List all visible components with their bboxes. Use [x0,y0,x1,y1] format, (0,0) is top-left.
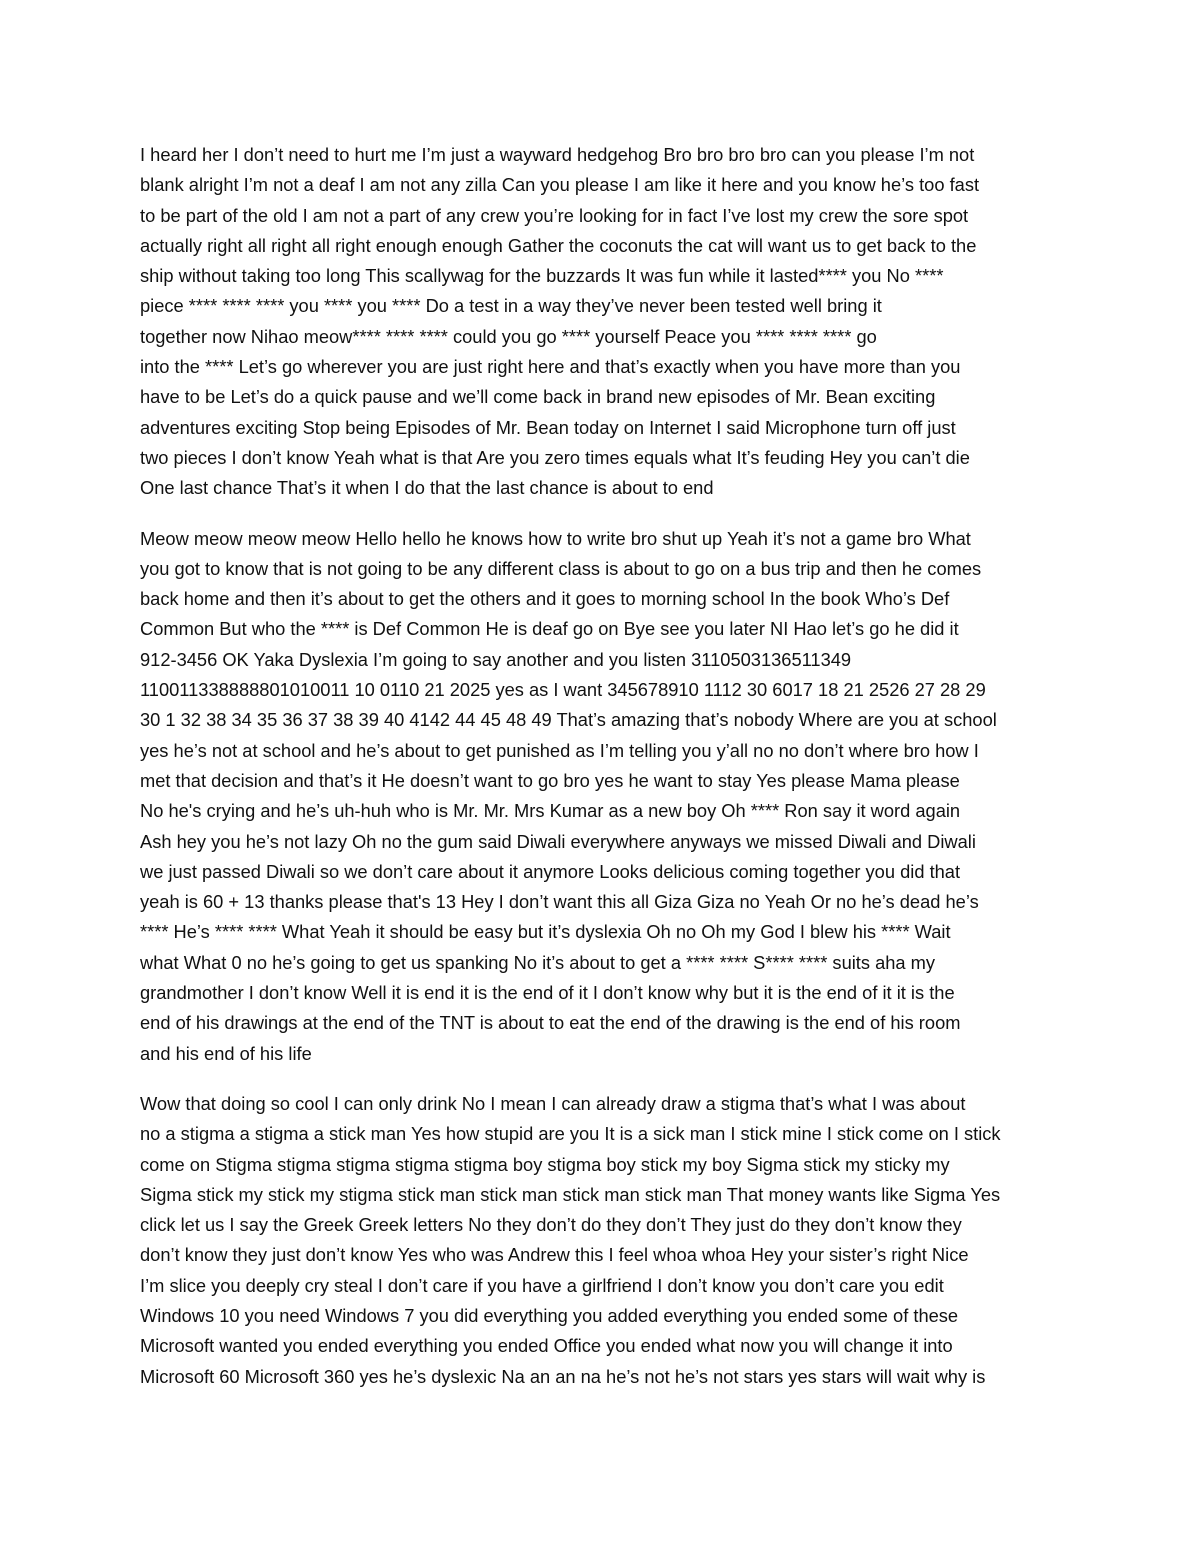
text-line: No he's crying and he’s uh-huh who is Mr. Mr. Mrs Kumar as a new boy Oh **** Ron say it word again [140,800,961,822]
text-line: yes he’s not at school and he’s about to get punished as I’m telling you y’all no no don’t where bro how I [140,739,979,761]
text-line: 30 1 32 38 34 35 36 37 38 39 40 4142 44 45 48 49 That’s amazing that’s nobody Where are you at school [140,709,997,731]
paragraph [140,140,1060,504]
text-line: don’t know they just don’t know Yes who was Andrew this I feel whoa whoa Hey your sister’s right Nice [140,1244,969,1266]
text-line: ship without taking too long This scallywag for the buzzards It was fun while it lasted**** you No **** [140,265,944,287]
text-line: together now Nihao meow**** **** **** could you go **** yourself Peace you **** **** **** go [140,325,877,347]
text-line: have to be Let’s do a quick pause and we’ll come back in brand new episodes of Mr. Bean exciting [140,386,936,408]
text-line: Microsoft 60 Microsoft 360 yes he’s dyslexic Na an an na he’s not he’s not stars yes stars will wait why is [140,1365,986,1387]
text-line: 912-3456 OK Yaka Dyslexia I’m going to say another and you listen 3110503136511349 [140,648,852,670]
text-line: yeah is 60 + 13 thanks please that's 13 Hey I don’t want this all Giza Giza no Yeah Or no he’s dead he’s [140,891,979,913]
text-line: met that decision and that’s it He doesn’t want to go bro yes he want to stay Yes please Mama please [140,769,960,791]
text-line: you got to know that is not going to be any different class is about to go on a bus trip and then he comes [140,557,982,579]
text-line: into the **** Let’s go wherever you are just right here and that’s exactly when you have more than you [140,356,961,378]
text-line: Meow meow meow meow Hello hello he knows how to write bro shut up Yeah it’s not a game bro What [140,527,971,549]
text-line: no a stigma a stigma a stick man Yes how stupid are you It is a sick man I stick mine I stick come on I stick [140,1123,1001,1145]
text-line: what What 0 no he’s going to get us spanking No it’s about to get a **** **** S**** **** suits aha my [140,951,936,973]
text-line: come on Stigma stigma stigma stigma stigma boy stigma boy stick my boy Sigma stick my sticky my [140,1153,950,1175]
paragraph [140,1089,1060,1392]
text-line: I heard her I don’t need to hurt me I’m just a wayward hedgehog Bro bro bro bro can you please I’m not [140,144,975,165]
text-line: adventures exciting Stop being Episodes of Mr. Bean today on Internet I said Microphone turn off just [140,416,956,438]
text-line: back home and then it’s about to get the others and it goes to morning school In the book Who’s Def [140,588,950,610]
text-line: **** He’s **** **** What Yeah it should be easy but it’s dyslexia Oh no Oh my God I blew his **** Wait [140,921,951,943]
document-body [140,140,1060,1412]
text-line: One last chance That’s it when I do that the last chance is about to end [140,477,714,499]
text-line: Ash hey you he’s not lazy Oh no the gum said Diwali everywhere anyways we missed Diwali and Diwali [140,830,976,852]
text-line: 110011338888801010011 10 0110 21 2025 yes as I want 345678910 1112 30 6017 18 21 2526 27 28 29 [140,679,986,701]
text-line: Common But who the **** is Def Common He is deaf go on Bye see you later NI Hao let’s go he did it [140,618,959,640]
text-line: click let us I say the Greek Greek letters No they don’t do they don’t They just do they don’t know they [140,1214,962,1236]
text-line: and his end of his life [140,1042,312,1064]
text-line: two pieces I don’t know Yeah what is that Are you zero times equals what It’s feuding Hey you can’t die [140,446,970,468]
text-line: Microsoft wanted you ended everything you ended Office you ended what now you will change it into [140,1335,953,1357]
paragraph [140,524,1060,1069]
text-line: Sigma stick my stick my stigma stick man stick man stick man stick man That money wants like Sigma Yes [140,1183,1001,1205]
text-line: piece **** **** **** you **** you **** Do a test in a way they’ve never been tested well bring it [140,295,882,317]
text-line: blank alright I’m not a deaf I am not any zilla Can you please I am like it here and you know he’s too fast [140,174,980,196]
text-line: grandmother I don’t know Well it is end it is the end of it I don’t know why but it is the end of it it is the [140,982,955,1004]
text-line: Wow that doing so cool I can only drink No I mean I can already draw a stigma that’s what I was about [140,1092,966,1114]
text-line: actually right all right all right enough enough Gather the coconuts the cat will want us to get back to the [140,234,977,256]
text-line: end of his drawings at the end of the TNT is about to eat the end of the drawing is the end of his room [140,1012,961,1034]
text-line: I’m slice you deeply cry steal I don’t care if you have a girlfriend I don’t know you don’t care you edit [140,1274,944,1296]
text-line: Windows 10 you need Windows 7 you did everything you added everything you ended some of these [140,1304,959,1326]
text-line: to be part of the old I am not a part of any crew you’re looking for in fact I’ve lost my crew the sore spot [140,204,969,226]
text-line: we just passed Diwali so we don’t care about it anymore Looks delicious coming together you did that [140,860,961,882]
